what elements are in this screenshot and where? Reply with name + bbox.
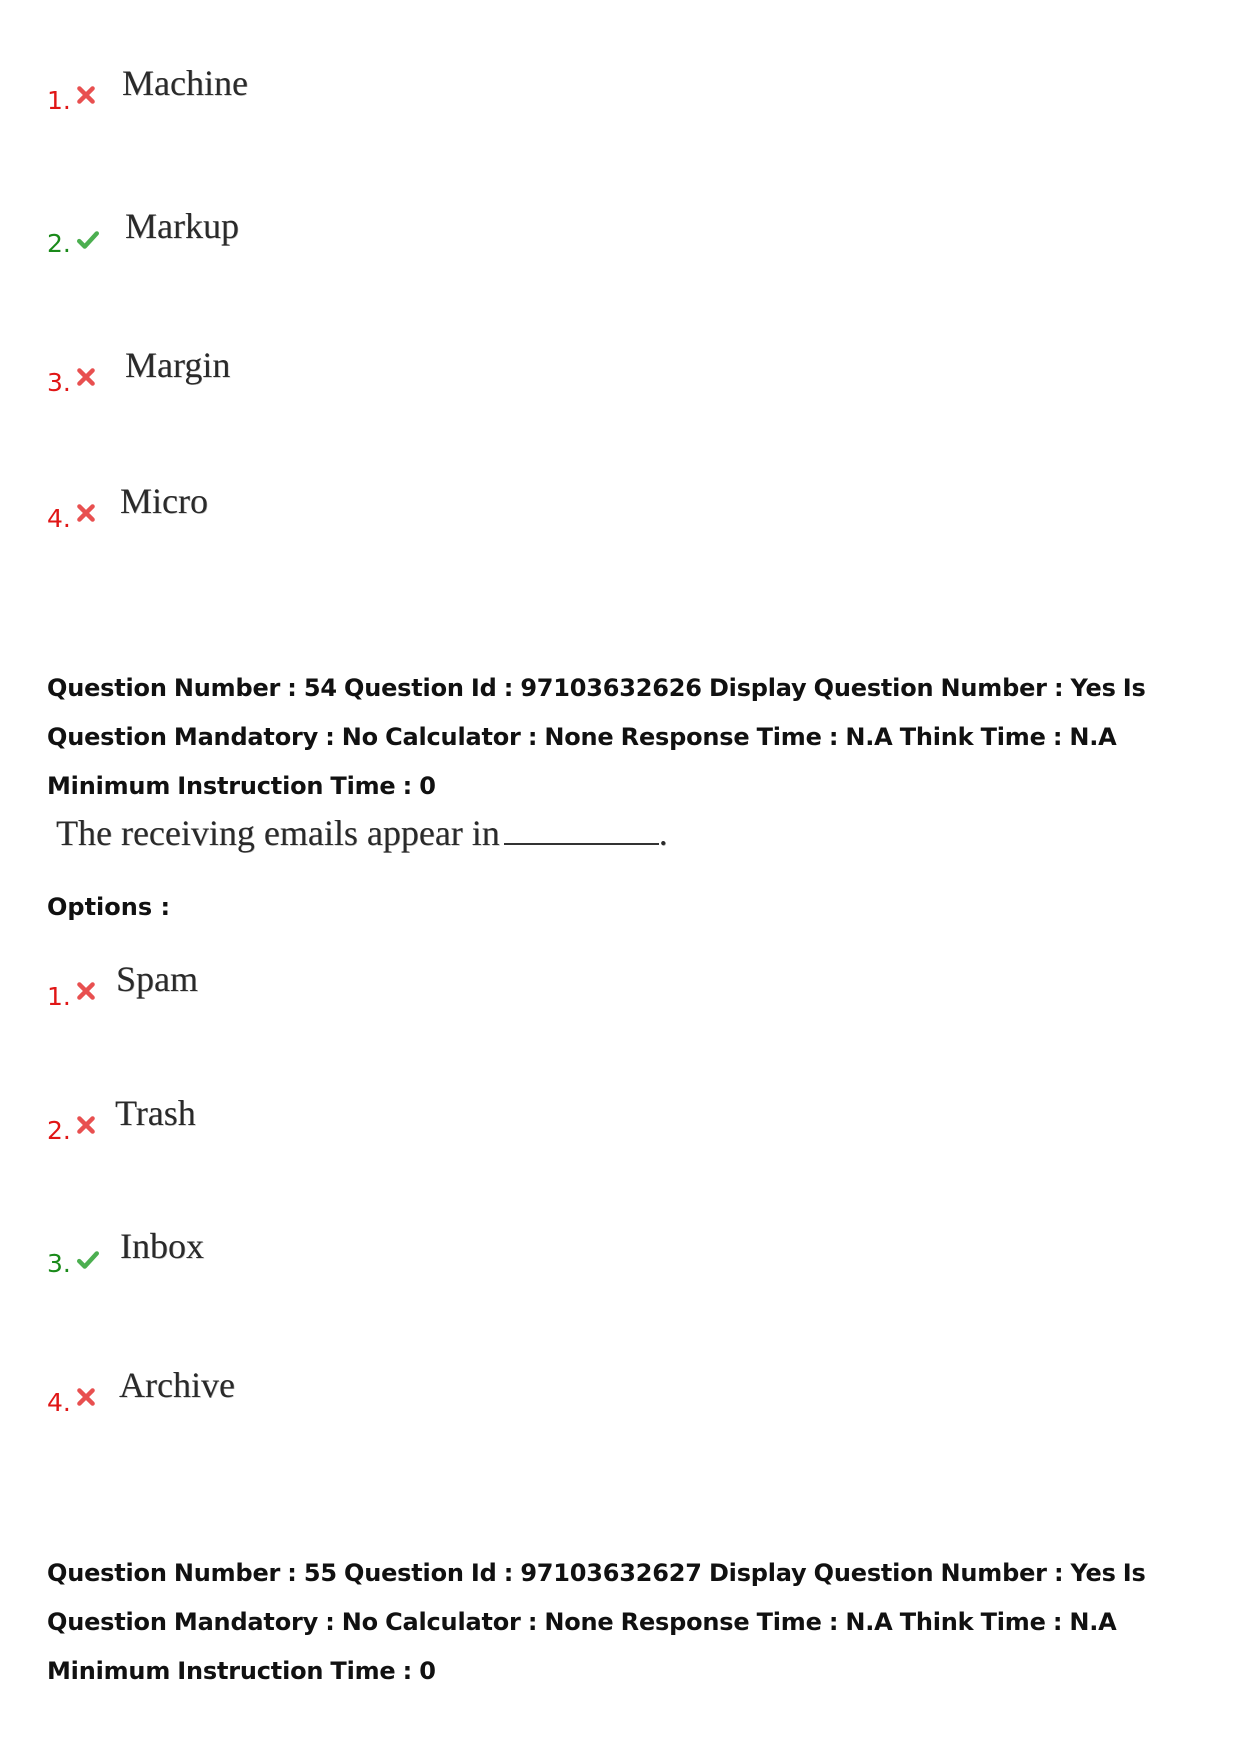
check-icon — [76, 229, 100, 251]
option-number: 3. — [47, 368, 71, 397]
cross-icon — [75, 980, 97, 1002]
option-text: Inbox — [120, 1226, 204, 1266]
option-number: 2. — [47, 229, 71, 258]
cross-icon — [75, 84, 97, 106]
question-header: Question Number : 55 Question Id : 97103632627 Display Question Number : Yes Is Question Mandatory : No Calculator : None Response Time : N.A Think Time : N.A Minimum Instruction Time : 0 — [47, 1559, 1146, 1685]
option-text: Machine — [122, 63, 248, 103]
question-header: Question Number : 54 Question Id : 97103632626 Display Question Number : Yes Is Question Mandatory : No Calculator : None Response Time : N.A Think Time : N.A Minimum Instruction Time : 0 — [47, 674, 1146, 800]
cross-icon — [75, 502, 97, 524]
option-number: 2. — [47, 1116, 71, 1145]
option-number: 4. — [47, 1388, 71, 1417]
option-text: Margin — [125, 345, 231, 385]
cross-icon — [75, 366, 97, 388]
option-text: Spam — [116, 959, 199, 999]
cross-icon — [75, 1114, 97, 1136]
option-number: 3. — [47, 1249, 71, 1278]
option-number: 1. — [47, 86, 71, 115]
option-text: Trash — [115, 1093, 196, 1133]
question-stem-end: . — [658, 813, 668, 853]
option-text: Markup — [125, 206, 239, 246]
option-text: Micro — [120, 481, 208, 521]
question-stem — [56, 812, 668, 854]
cross-icon — [75, 1386, 97, 1408]
question-stem-text: The receiving emails appear in — [56, 813, 500, 853]
option-text: Archive — [119, 1365, 235, 1405]
option-number: 4. — [47, 504, 71, 533]
check-icon — [76, 1249, 100, 1271]
option-number: 1. — [47, 982, 71, 1011]
options-label: Options : — [47, 893, 171, 921]
answer-blank — [504, 813, 659, 845]
